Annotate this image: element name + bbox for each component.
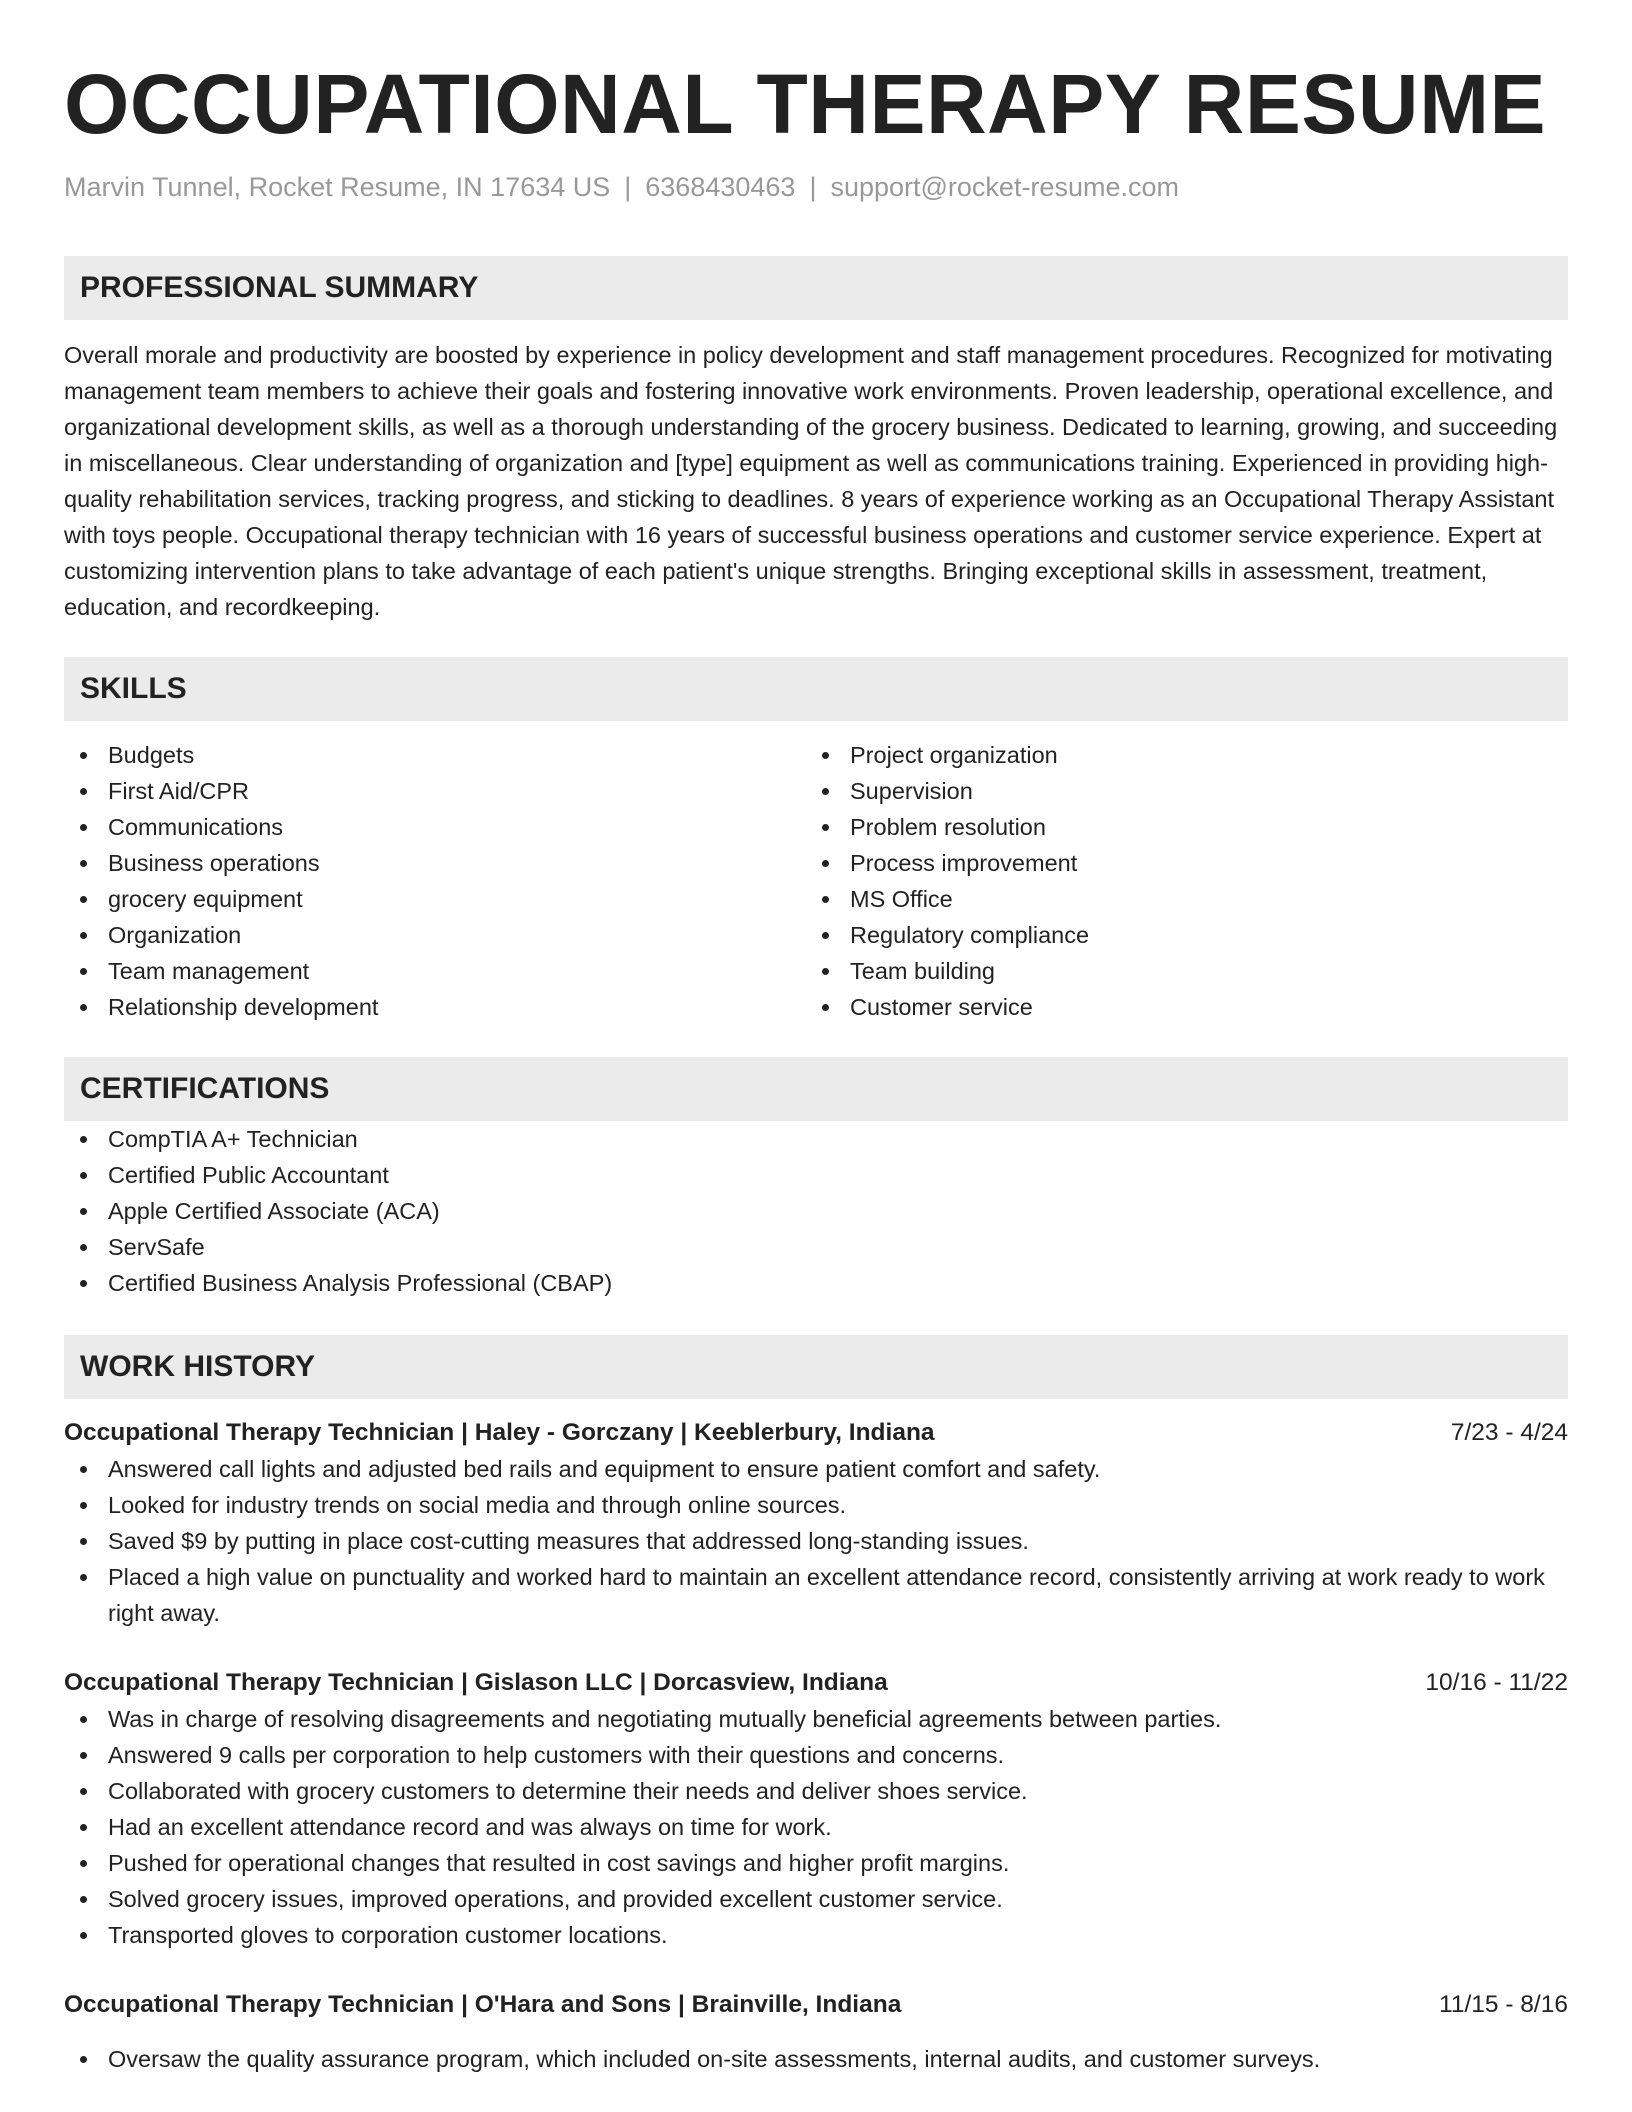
job-duties-list (64, 2041, 1568, 2077)
section-heading-summary: PROFESSIONAL SUMMARY (64, 256, 1568, 320)
skill-item: Business operations (64, 845, 806, 881)
contact-separator: | (809, 172, 817, 202)
certification-item: Apple Certified Associate (ACA) (64, 1193, 1568, 1229)
job-duties-list (64, 1701, 1568, 1953)
skill-item: Organization (64, 917, 806, 953)
job-duty: Was in charge of resolving disagreements and negotiating mutually beneficial agreements between parties. (64, 1701, 1568, 1737)
job-duty: Answered 9 calls per corporation to help customers with their questions and concerns. (64, 1737, 1568, 1773)
section-heading-skills: SKILLS (64, 657, 1568, 721)
skills-list-right (806, 737, 1568, 1025)
summary-text: Overall morale and productivity are boosted by experience in policy development and staff management procedures. Recognized for motivating management team members to achieve their goals and fostering innovative work environments. Proven leadership, operational excellence, and organizational development skills, as well as a thorough understanding of the grocery business. Dedicated to learning, growing, and succeeding in miscellaneous. Clear understanding of organization and [type] equipment as well as communications training. Experienced in providing high-quality rehabilitation services, tracking progress, and sticking to deadlines. 8 years of experience working as an Occupational Therapy Assistant with toys people. Occupational therapy technician with 16 years of successful business operations and customer service experience. Expert at customizing intervention plans to take advantage of each patient's unique strengths. Bringing exceptional skills in assessment, treatment, education, and recordkeeping. (64, 342, 1558, 620)
skill-item: Process improvement (806, 845, 1568, 881)
certification-item: Certified Public Accountant (64, 1157, 1568, 1193)
job-dates: 11/15 - 8/16 (1439, 1991, 1568, 2018)
job-header (64, 1987, 1568, 2023)
skill-item: Relationship development (64, 989, 806, 1025)
job-duties-list (64, 1451, 1568, 1631)
contact-phone: 6368430463 (645, 172, 796, 202)
job-duty: Looked for industry trends on social media and through online sources. (64, 1487, 1568, 1523)
resume-title: OCCUPATIONAL THERAPY RESUME (64, 57, 1547, 151)
skill-item: Project organization (806, 737, 1568, 773)
certifications-list (64, 1121, 1568, 1301)
job-header (64, 1415, 1568, 1451)
job-title: Occupational Therapy Technician | O'Hara and Sons | Brainville, Indiana (64, 1991, 902, 2018)
certification-item: Certified Business Analysis Professional (CBAP) (64, 1265, 1568, 1301)
skills-columns (64, 737, 1568, 1025)
certification-item: ServSafe (64, 1229, 1568, 1265)
contact-email: support@rocket-resume.com (830, 172, 1179, 202)
section-heading-work-history: WORK HISTORY (64, 1335, 1568, 1399)
skill-item: Customer service (806, 989, 1568, 1025)
job-duty: Collaborated with grocery customers to determine their needs and deliver shoes service. (64, 1773, 1568, 1809)
job-duty: Oversaw the quality assurance program, which included on-site assessments, internal audits, and customer surveys. (64, 2041, 1568, 2077)
skill-item: Supervision (806, 773, 1568, 809)
job-duty: Saved $9 by putting in place cost-cutting measures that addressed long-standing issues. (64, 1523, 1568, 1559)
job-duty: Solved grocery issues, improved operations, and provided excellent customer service. (64, 1881, 1568, 1917)
job-title: Occupational Therapy Technician | Haley - Gorczany | Keeblerbury, Indiana (64, 1419, 935, 1446)
skill-item: grocery equipment (64, 881, 806, 917)
skills-list-left (64, 737, 806, 1025)
skill-item: First Aid/CPR (64, 773, 806, 809)
resume-page (64, 0, 1568, 2077)
job-entry (64, 1665, 1568, 1953)
skill-item: Team management (64, 953, 806, 989)
job-duty: Had an excellent attendance record and was always on time for work. (64, 1809, 1568, 1845)
skill-item: Team building (806, 953, 1568, 989)
section-heading-certifications: CERTIFICATIONS (64, 1057, 1568, 1121)
job-title: Occupational Therapy Technician | Gislason LLC | Dorcasview, Indiana (64, 1669, 888, 1696)
contact-separator: | (624, 172, 632, 202)
contact-address: Marvin Tunnel, Rocket Resume, IN 17634 US (64, 172, 611, 202)
skill-item: MS Office (806, 881, 1568, 917)
job-entry (64, 1987, 1568, 2077)
skill-item: Regulatory compliance (806, 917, 1568, 953)
skill-item: Problem resolution (806, 809, 1568, 845)
job-dates: 7/23 - 4/24 (1450, 1419, 1568, 1446)
job-duty: Pushed for operational changes that resulted in cost savings and higher profit margins. (64, 1845, 1568, 1881)
job-duty: Transported gloves to corporation customer locations. (64, 1917, 1568, 1953)
contact-line (64, 170, 1568, 204)
job-duty: Placed a high value on punctuality and worked hard to maintain an excellent attendance record, consistently arriving at work ready to work right away. (64, 1559, 1568, 1631)
skill-item: Budgets (64, 737, 806, 773)
job-duty: Answered call lights and adjusted bed rails and equipment to ensure patient comfort and safety. (64, 1451, 1568, 1487)
certification-item: CompTIA A+ Technician (64, 1121, 1568, 1157)
job-dates: 10/16 - 11/22 (1425, 1669, 1568, 1696)
job-entry (64, 1415, 1568, 1631)
skill-item: Communications (64, 809, 806, 845)
job-header (64, 1665, 1568, 1701)
